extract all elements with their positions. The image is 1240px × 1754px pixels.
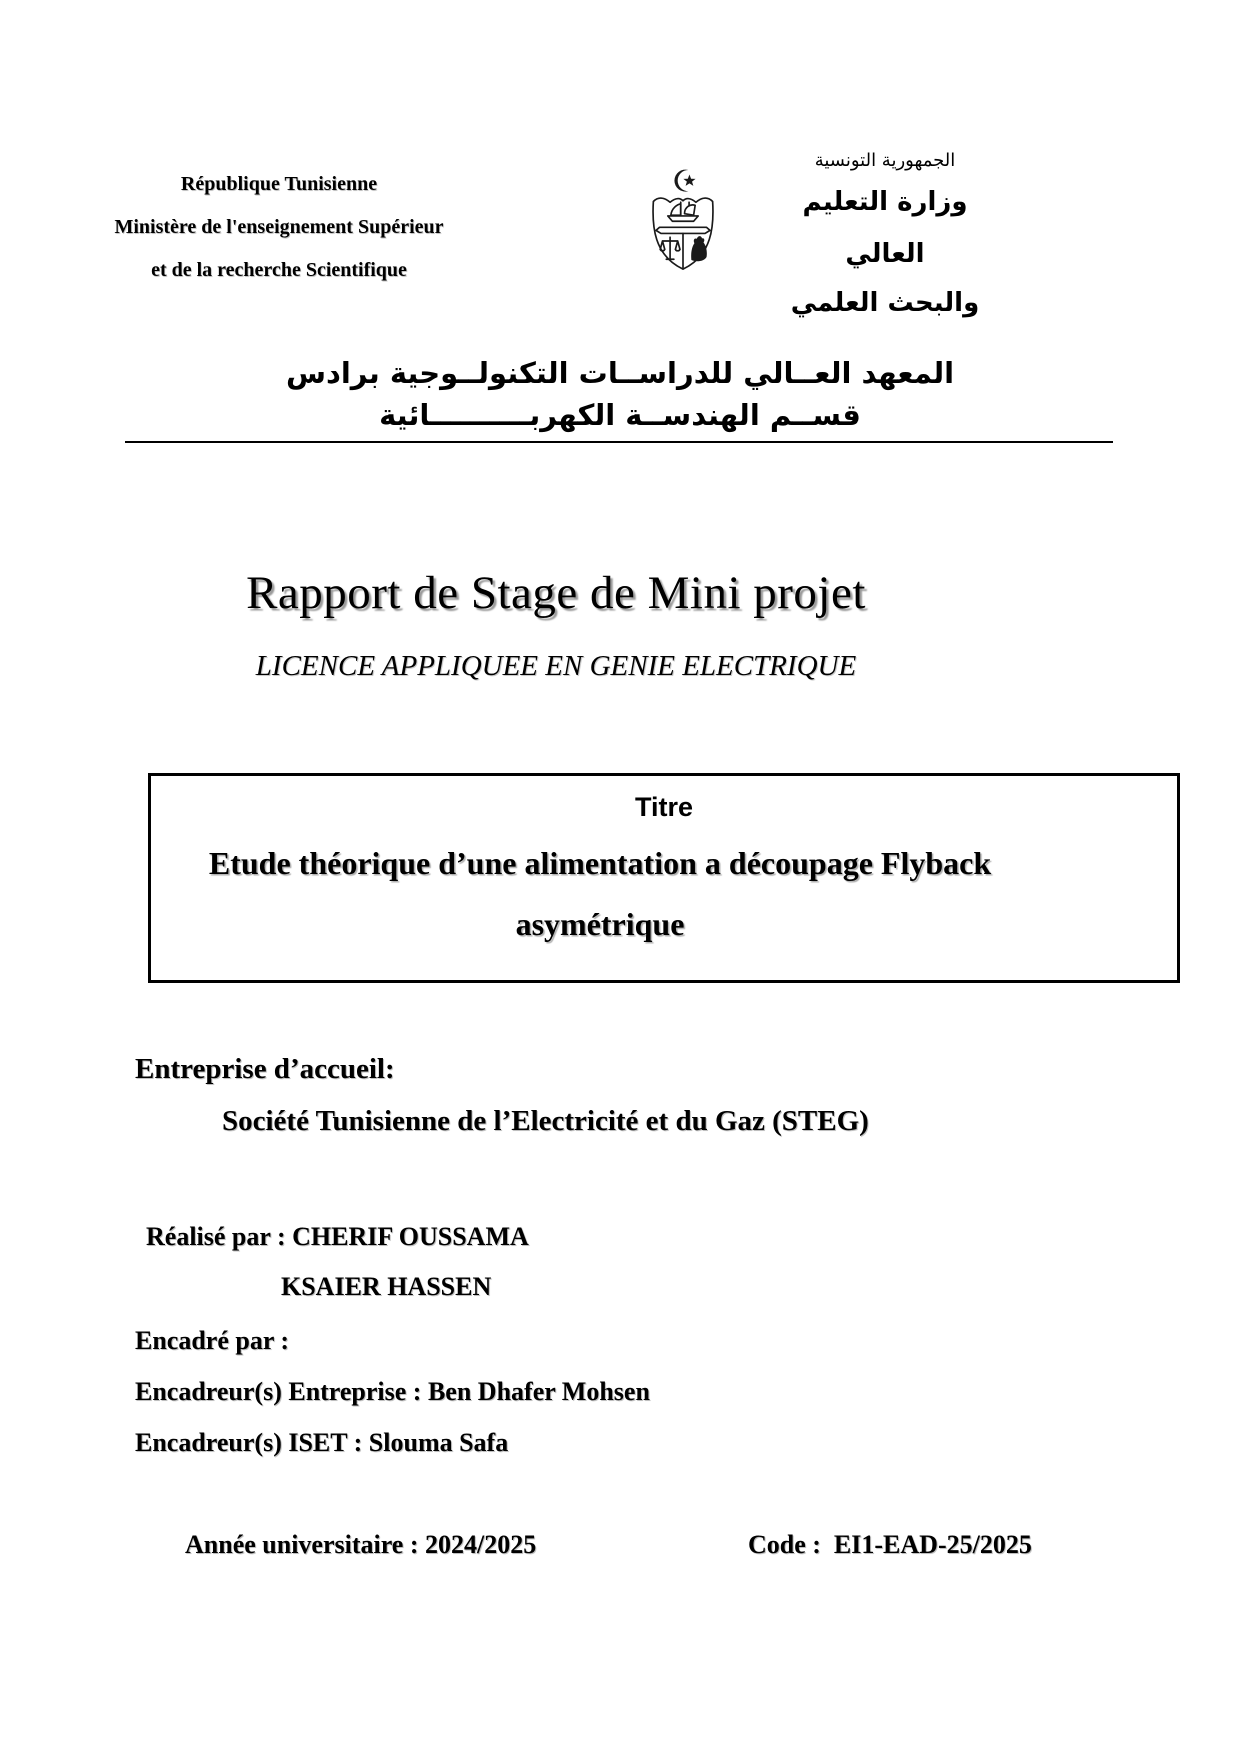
degree-subtitle: LICENCE APPLIQUEE EN GENIE ELECTRIQUE (255, 650, 857, 682)
report-title: Rapport de Stage de Mini projet (246, 567, 866, 619)
realise-par-line: Réalisé par : CHERIF OUSSAMA (146, 1222, 529, 1251)
republic-line: République Tunisienne (180, 173, 378, 195)
institute-name-arabic: المعهد العــالي للدراســات التكنولــوجية برادس (285, 356, 955, 390)
department-name-arabic: قســم الهندســة الكهربــــــــــائية (379, 398, 861, 432)
institute-block (64, 352, 1176, 436)
project-title-line1: Etude théorique d’une alimentation a découpage Flyback (208, 845, 992, 881)
second-author-line: KSAIER HASSEN (281, 1272, 492, 1301)
header-right-block (778, 146, 992, 326)
academic-year-line: Année universitaire : 2024/2025 (185, 1530, 537, 1559)
tunisia-coat-of-arms-icon (645, 166, 721, 294)
host-company-label: Entreprise d’accueil: (135, 1053, 395, 1085)
host-company-name: Société Tunisienne de l’Electricité et du Gaz (STEG) (222, 1105, 869, 1137)
project-title-lines (151, 845, 1049, 943)
report-code-line: Code : EI1-EAD-25/2025 (748, 1530, 1032, 1559)
encadreur-iset-line: Encadreur(s) ISET : Slouma Safa (135, 1428, 509, 1457)
project-title-line2: asymétrique (515, 906, 685, 942)
titre-label: Titre (634, 792, 694, 822)
header-left-block (88, 163, 470, 292)
encadre-par-label: Encadré par : (135, 1326, 290, 1355)
ministry-arabic-line: وزارة التعليم العالي (802, 187, 968, 269)
project-title-box (148, 773, 1180, 983)
republic-arabic-line: الجمهورية التونسية (814, 150, 956, 171)
research-arabic-line: والبحث العلمي (790, 288, 980, 318)
ministry-line: Ministère de l'enseignement Supérieur (114, 216, 444, 238)
encadreur-entreprise-line: Encadreur(s) Entreprise : Ben Dhafer Mohsen (135, 1377, 650, 1406)
research-line: et de la recherche Scientifique (151, 259, 407, 281)
header-divider-rule (125, 441, 1113, 443)
